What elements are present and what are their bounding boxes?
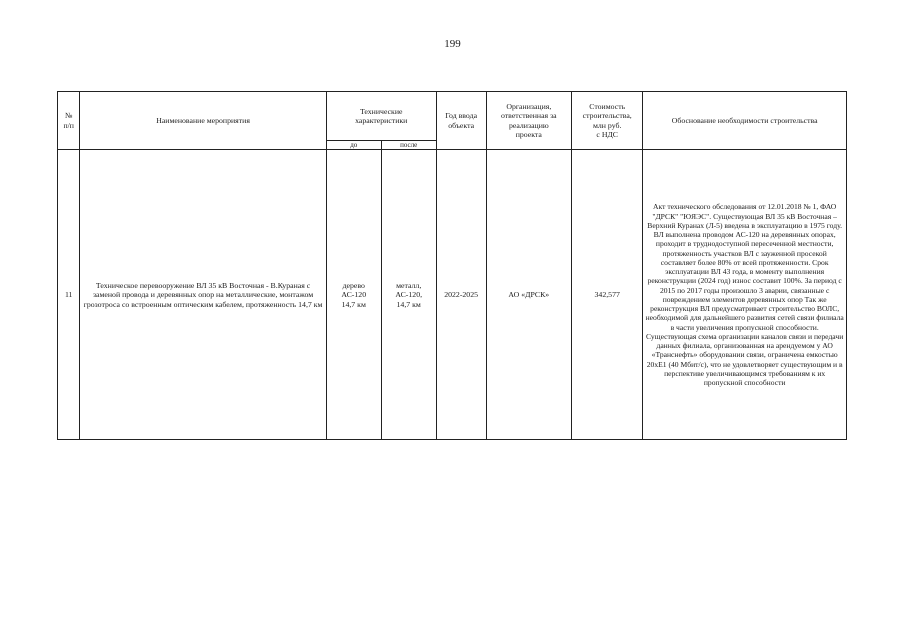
row-justification: Акт технического обследования от 12.01.2018 № 1, ФАО "ДРСК" "ЮЯЭС". Существующая ВЛ 35 кВ Восточная – Верхний Куранах (Л-5) введена в эксплуатацию в 1975 году. ВЛ выполнена проводом АС-120 на деревянных опорах, проходит в труднодоступной пересеченной местности, протяженность участков ВЛ с зауженной просекой составляет более 80% от всей протяженности. Срок эксплуатации ВЛ 43 года, в моменту выполнения реконструкции (2024 год) износ составит 100%. За период с 2015 по 2017 годы произошло 3 аварии, связанные с повреждением элементов деревянных опор Так же реконструкция ВЛ предусматривает строительство ВОЛС, необходимой для дальнейшего развития сетей связи филиала в части увеличения пропускной способности. Существующая схема организации каналов связи и передачи данных филиала, организованная на арендуемом у АО «Транснефть» оборудовании связи, ограничена емкостью 20хЕ1 (40 Мбит/с), что не удовлетворяет существующим и в перспективе увеличивающимся требованиям к их пропускной способности [643,150,847,440]
header-num: № п/п [58,92,80,150]
header-before: до [326,141,381,150]
table-row [58,150,847,440]
row-year: 2022-2025 [436,150,486,440]
row-after: металл, АС-120, 14,7 км [381,150,436,440]
table-header-row [58,92,847,141]
header-after: после [381,141,436,150]
header-name: Наименование мероприятия [80,92,326,150]
header-cost: Стоимость строительства, млн руб. с НДС [572,92,643,150]
header-year: Год ввода объекта [436,92,486,150]
page-number: 199 [444,38,461,50]
header-org: Организация, ответственная за реализацию проекта [486,92,572,150]
row-before: дерево АС-120 14,7 км [326,150,381,440]
row-org: АО «ДРСК» [486,150,572,440]
row-name: Техническое перевооружение ВЛ 35 кВ Восточная - В.Кураная с заменой провода и деревянных опор на металлические, монтажом грозотроса со встроенным оптическим кабелем, протяженность 14,7 км [80,150,326,440]
row-num: 11 [58,150,80,440]
measures-table [57,91,847,440]
header-tech: Технические характеристики [326,92,436,141]
header-justification: Обоснование необходимости строительства [643,92,847,150]
row-cost: 342,577 [572,150,643,440]
